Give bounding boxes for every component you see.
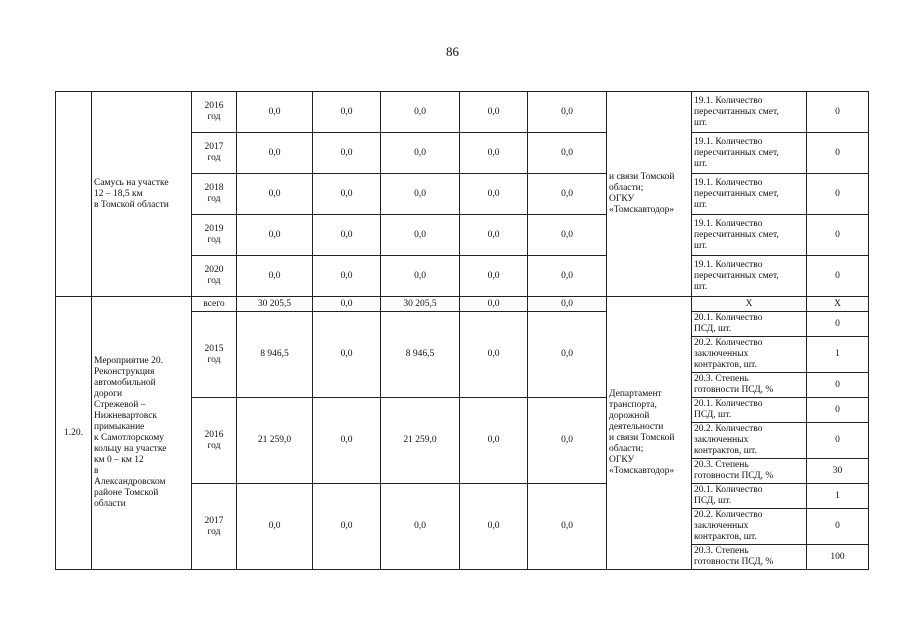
indicator-value-cell: 100 (807, 545, 869, 570)
value-cell: 0,0 (381, 174, 460, 215)
indicator-value-cell: 0 (807, 256, 869, 297)
value-cell: 0,0 (528, 398, 607, 484)
year-cell: 2018 год (192, 174, 237, 215)
indicator-cell: 20.1. Количество ПСД, шт. (692, 312, 807, 337)
value-cell: 0,0 (313, 398, 381, 484)
value-cell: 0,0 (313, 174, 381, 215)
indicator-cell: 20.2. Количество заключенных контрактов, шт. (692, 423, 807, 459)
value-cell: 0,0 (528, 256, 607, 297)
value-cell: 0,0 (460, 398, 528, 484)
year-cell: 2019 год (192, 215, 237, 256)
indicator-value-cell: 0 (807, 133, 869, 174)
indicator-value-cell: Х (807, 297, 869, 312)
year-cell: 2020 год (192, 256, 237, 297)
year-cell: 2016 год (192, 398, 237, 484)
indicator-value-cell: 0 (807, 398, 869, 423)
table-row (56, 92, 869, 133)
indicator-cell: 20.3. Степень готовности ПСД, % (692, 459, 807, 484)
executor-cell: и связи Томской области; ОГКУ «Томскавтодор» (607, 92, 692, 297)
value-cell: 0,0 (237, 256, 313, 297)
indicator-cell: 19.1. Количество пересчитанных смет, шт. (692, 133, 807, 174)
indicator-cell: 20.1. Количество ПСД, шт. (692, 484, 807, 509)
value-cell: 0,0 (313, 92, 381, 133)
value-cell: 0,0 (313, 484, 381, 570)
year-cell: 2017 год (192, 484, 237, 570)
indicator-value-cell: 1 (807, 337, 869, 373)
value-cell: 0,0 (460, 92, 528, 133)
value-cell: 0,0 (313, 133, 381, 174)
value-cell: 30 205,5 (237, 297, 313, 312)
value-cell: 0,0 (313, 256, 381, 297)
value-cell: 21 259,0 (381, 398, 460, 484)
value-cell: 0,0 (528, 484, 607, 570)
page-number: 86 (446, 44, 459, 59)
executor-cell: Департамент транспорта, дорожной деятельности и связи Томской области; ОГКУ «Томскавтодор» (607, 297, 692, 570)
indicator-cell: 19.1. Количество пересчитанных смет, шт. (692, 256, 807, 297)
value-cell: 0,0 (528, 92, 607, 133)
indicator-cell: 20.3. Степень готовности ПСД, % (692, 373, 807, 398)
indicator-cell: 19.1. Количество пересчитанных смет, шт. (692, 92, 807, 133)
value-cell: 21 259,0 (237, 398, 313, 484)
indicator-cell: 19.1. Количество пересчитанных смет, шт. (692, 215, 807, 256)
value-cell: 8 946,5 (237, 312, 313, 398)
value-cell: 0,0 (460, 174, 528, 215)
indicator-value-cell: 0 (807, 92, 869, 133)
value-cell: 0,0 (460, 215, 528, 256)
indicator-cell: 20.1. Количество ПСД, шт. (692, 398, 807, 423)
value-cell: 0,0 (237, 484, 313, 570)
value-cell: 0,0 (313, 215, 381, 256)
value-cell: 0,0 (528, 297, 607, 312)
value-cell: 0,0 (528, 133, 607, 174)
value-cell: 0,0 (237, 174, 313, 215)
indicator-value-cell: 0 (807, 509, 869, 545)
program-table (55, 91, 869, 570)
value-cell: 0,0 (381, 215, 460, 256)
value-cell: 0,0 (460, 297, 528, 312)
indicator-cell: 20.2. Количество заключенных контрактов, шт. (692, 509, 807, 545)
value-cell: 0,0 (381, 484, 460, 570)
table-row (56, 297, 869, 312)
item-number-cell (56, 92, 92, 297)
value-cell: 0,0 (528, 174, 607, 215)
indicator-cell: 20.2. Количество заключенных контрактов, шт. (692, 337, 807, 373)
indicator-cell: Х (692, 297, 807, 312)
indicator-value-cell: 0 (807, 373, 869, 398)
value-cell: 0,0 (237, 133, 313, 174)
year-cell: 2017 год (192, 133, 237, 174)
indicator-cell: 20.3. Степень готовности ПСД, % (692, 545, 807, 570)
value-cell: 0,0 (528, 312, 607, 398)
value-cell: 0,0 (460, 312, 528, 398)
year-cell: 2016 год (192, 92, 237, 133)
value-cell: 0,0 (237, 92, 313, 133)
indicator-value-cell: 0 (807, 423, 869, 459)
value-cell: 0,0 (381, 133, 460, 174)
year-cell: 2015 год (192, 312, 237, 398)
indicator-value-cell: 30 (807, 459, 869, 484)
indicator-value-cell: 0 (807, 312, 869, 337)
value-cell: 30 205,5 (381, 297, 460, 312)
value-cell: 0,0 (381, 92, 460, 133)
value-cell: 0,0 (237, 215, 313, 256)
value-cell: 0,0 (313, 297, 381, 312)
item-number-cell: 1.20. (56, 297, 92, 570)
task-cell: Самусь на участке 12 – 18,5 км в Томской области (92, 92, 192, 297)
value-cell: 0,0 (460, 133, 528, 174)
value-cell: 0,0 (528, 215, 607, 256)
value-cell: 8 946,5 (381, 312, 460, 398)
value-cell: 0,0 (460, 256, 528, 297)
year-cell: всего (192, 297, 237, 312)
indicator-value-cell: 0 (807, 174, 869, 215)
indicator-value-cell: 1 (807, 484, 869, 509)
task-cell: Мероприятие 20. Реконструкция автомобильной дороги Стрежевой – Нижневартовск примыкание к Самотлорскому кольцу на участке км 0 – км 12 в Александровском районе Томской области (92, 297, 192, 570)
value-cell: 0,0 (381, 256, 460, 297)
value-cell: 0,0 (313, 312, 381, 398)
indicator-value-cell: 0 (807, 215, 869, 256)
value-cell: 0,0 (460, 484, 528, 570)
indicator-cell: 19.1. Количество пересчитанных смет, шт. (692, 174, 807, 215)
